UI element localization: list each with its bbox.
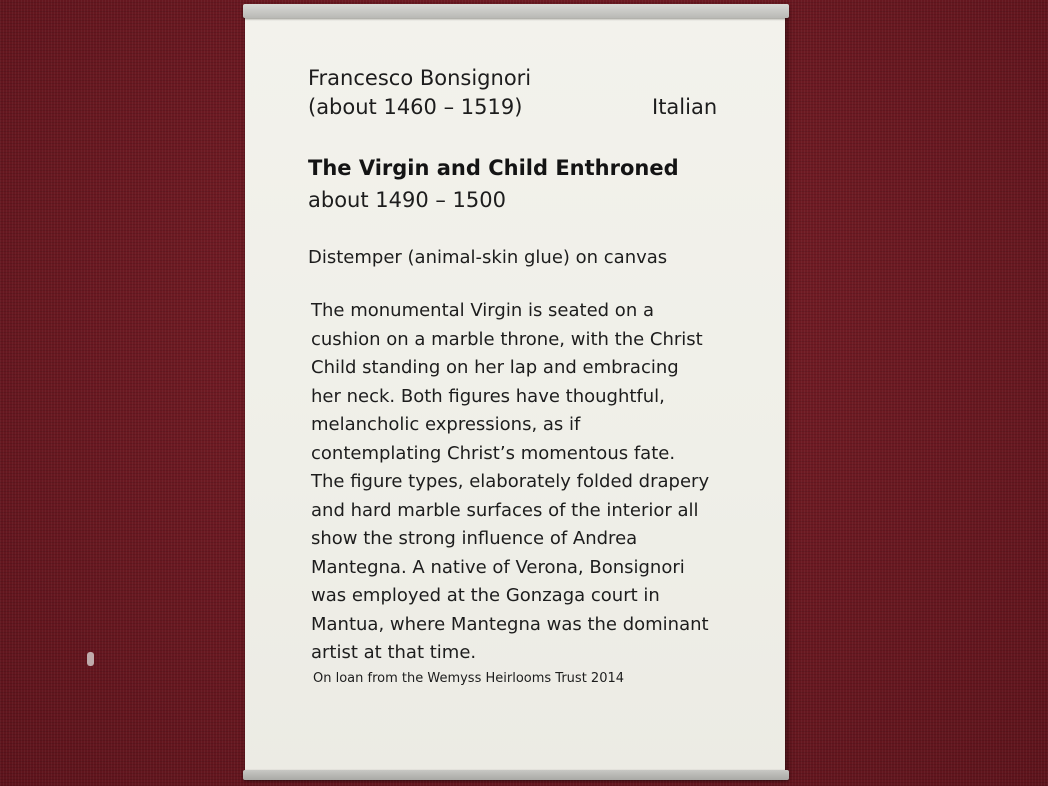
description-line: The monumental Virgin is seated on a	[311, 300, 654, 321]
description-line: show the strong influence of Andrea	[311, 528, 638, 549]
artist-nationality: Italian	[652, 95, 718, 119]
description-line: contemplating Christ’s momentous fate.	[311, 442, 676, 464]
loan-credit-line: On loan from the Wemyss Heirlooms Trust 2014	[313, 671, 625, 686]
wall-mark	[87, 652, 94, 666]
description-line: Mantegna. A native of Verona, Bonsignori	[311, 556, 685, 578]
description-line: cushion on a marble throne, with the Christ	[311, 328, 703, 350]
description-line: artist at that time.	[311, 642, 477, 663]
description-line: and hard marble surfaces of the interior all	[311, 499, 699, 521]
artwork-medium: Distemper (animal-skin glue) on canvas	[308, 247, 668, 268]
label-holder-bottom-rail	[243, 770, 789, 780]
description-line: The figure types, elaborately folded drapery	[311, 471, 710, 492]
artwork-date: about 1490 – 1500	[308, 188, 507, 212]
description-line: her neck. Both figures have thoughtful,	[311, 385, 665, 407]
description-line: melancholic expressions, as if	[311, 414, 581, 435]
label-holder-top-rail	[243, 4, 789, 18]
artwork-title: The Virgin and Child Enthroned	[308, 156, 679, 180]
artist-name: Francesco Bonsignori	[308, 66, 532, 90]
artwork-description	[311, 297, 771, 668]
description-line: Child standing on her lap and embracing	[311, 357, 679, 378]
description-line: Mantua, where Mantegna was the dominant	[311, 613, 709, 635]
artist-dates: (about 1460 – 1519)	[308, 95, 523, 119]
description-line: was employed at the Gonzaga court in	[311, 585, 660, 606]
